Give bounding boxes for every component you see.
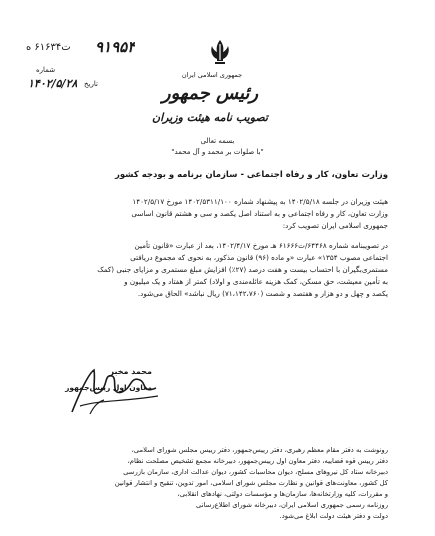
number-label: شماره [36, 66, 56, 74]
paragraph-amendment [48, 240, 388, 300]
iran-emblem-icon [207, 38, 233, 68]
cc-line: دبیرخانه ستاد کل نیروهای مسلح، دیوان محاسبات کشور، دیوان عدالت اداری، سازمان بازرسی [123, 468, 388, 476]
office-subtitle: تصویب نامه هیئت وزیران [152, 111, 268, 124]
paragraph-line: هیئت وزیران در جلسه ۱۴۰۲/۵/۱۸ به پیشنهاد شماره ۱۴۰۲/۵۳۱۱/۱۰۰ مورخ ۱۴۰۲/۵/۱۷ [132, 197, 388, 206]
cc-distribution [43, 445, 388, 522]
signatory-title: معاون اول رییس‌جمهور [65, 383, 152, 392]
date-label: تاریخ [84, 80, 98, 88]
signatory-name: محمد مخبر [109, 367, 152, 376]
cc-line: رونوشت به دفتر مقام معظم رهبری، دفتر رییس‌جمهور، دفتر رییس مجلس شورای اسلامی، [131, 446, 388, 454]
paragraph-line: جمهوری اسلامی ایران تصویب کرد: [282, 221, 388, 230]
cc-line: روزنامه رسمی جمهوری اسلامی ایران، دبیرخانه شورای اطلاع‌رسانی [196, 501, 388, 509]
paragraph-line: مستمری‌بگیران با احتساب بیست و هفت درصد (۲۷٪) افزایش مبلغ مستمری و مزایای جنبی (کمک [97, 265, 388, 274]
office-title: رئیس جمهور [161, 83, 259, 104]
document-date: ۱۴۰۲/۵/۲۸ [28, 77, 78, 90]
cc-line: دفتر رییس قوه قضاییه، دفتر معاون اول رییس‌جمهور، دبیرخانه مجمع تشخیص مصلحت نظام، [127, 457, 388, 465]
cc-line: و مقررات، کلیه وزارتخانه‌ها، سازمان‌ها و مؤسسات دولتی، نهادهای انقلابی، [177, 490, 388, 498]
file-number: ت۶۱۶۳۴ ه [26, 42, 71, 53]
paragraph-line: در تصویبنامه شماره ۶۴۴۶۸/ت۶۱۶۶۶ هـ مورخ ۱۴۰۲/۴/۱۷، بعد از عبارت «قانون تأمین [134, 241, 388, 250]
letter-number: ۹۱۹۵۴ [95, 38, 136, 56]
cc-line: دولت و دفتر هیئت دولت ابلاغ می‌شود. [279, 512, 388, 520]
basmala: بسمه تعالی [200, 137, 235, 145]
paragraph-line: وزارت تعاون، کار و رفاه اجتماعی و به استناد اصل یکصد و سی و هشتم قانون اساسی [131, 209, 388, 218]
paragraph-line: اجتماعی مصوب ۱۳۵۴» عبارت «و ماده (۹۶) قانون مذکور، به نحوی که مجموع دریافتی [130, 253, 388, 262]
salutation: "با صلوات بر محمد و آل محمد" [171, 148, 264, 156]
paragraph-line: به تأمین معیشت، حق مسکن، کمک هزینه عائله‌مندی و اولاد) کمتر از هفتاد و یک میلیون و [124, 277, 388, 286]
paragraph-approval [48, 196, 388, 232]
paragraph-line: یکصد و چهل و دو هزار و هفتصد و شصت (۷۱،۱۴۲،۷۶۰) ریال نباشد» الحاق می‌شود. [137, 289, 388, 298]
cc-line: کل کشور، معاونت‌های قوانین و نظارت مجلس شورای اسلامی، امور تدوین، تنقیح و انتشار قوانین [114, 479, 388, 487]
emblem-caption: جمهوری اسلامی ایران [181, 71, 243, 79]
recipients-heading: وزارت تعاون، کار و رفاه اجتماعی - سازمان برنامه و بودجه کشور [114, 170, 388, 180]
